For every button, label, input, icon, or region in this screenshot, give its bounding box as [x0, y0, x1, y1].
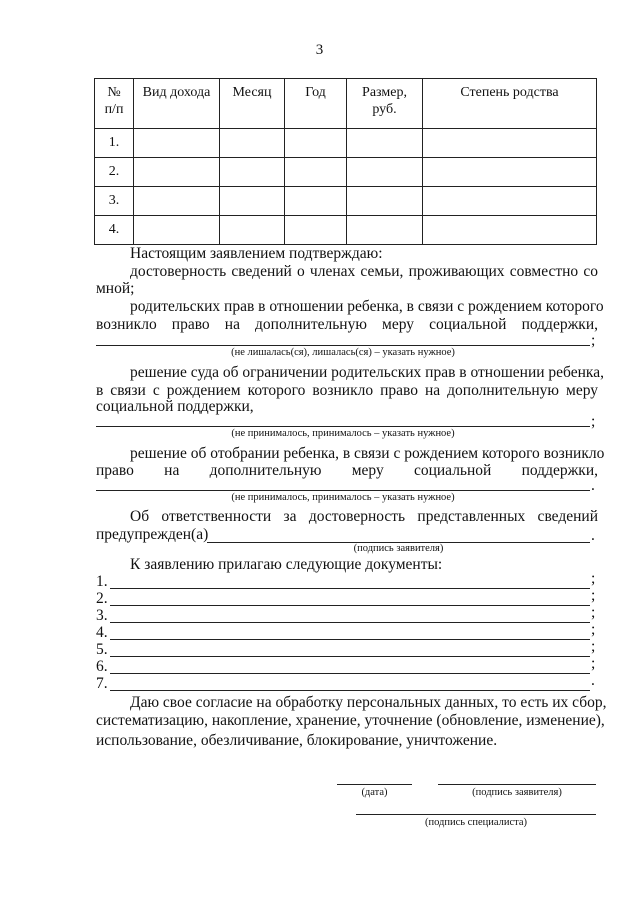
court-caption: (не принималось, принималось – указать нужное): [231, 428, 455, 439]
doc-number: 4.: [96, 624, 108, 641]
rights-caption: (не лишалась(ся), лишалась(ся) – указать нужное): [231, 347, 455, 358]
header-month: Месяц: [220, 79, 285, 129]
doc-period: .: [591, 672, 595, 689]
court-line-1: решение суда об ограничении родительских прав в отношении ребенка,: [130, 364, 604, 381]
rights-line-1: родительских прав в отношении ребенка, в связи с рождением которого: [130, 298, 604, 315]
rights-semicolon: ;: [591, 332, 596, 349]
date-line[interactable]: [337, 784, 412, 785]
month-cell[interactable]: [220, 216, 285, 245]
specialist-signature-line[interactable]: [356, 814, 596, 815]
removal-period: .: [591, 477, 595, 494]
responsibility-line-1: Об ответственности за достоверность представленных сведений: [130, 508, 598, 525]
doc-semicolon: ;: [591, 655, 596, 672]
row-number: 2.: [95, 158, 134, 187]
doc-fill-line[interactable]: [110, 622, 590, 623]
table-row: [95, 158, 597, 187]
doc-number: 7.: [96, 675, 108, 692]
income-type-cell[interactable]: [134, 129, 220, 158]
responsibility-period: .: [591, 527, 595, 544]
income-type-cell[interactable]: [134, 187, 220, 216]
table-row: [95, 216, 597, 245]
income-type-cell[interactable]: [134, 158, 220, 187]
year-cell[interactable]: [285, 158, 347, 187]
month-cell[interactable]: [220, 129, 285, 158]
header-row-number: № п/п: [95, 79, 134, 129]
month-cell[interactable]: [220, 158, 285, 187]
removal-fill-line[interactable]: [96, 490, 590, 491]
relationship-cell[interactable]: [423, 129, 597, 158]
doc-fill-line[interactable]: [110, 656, 590, 657]
doc-number: 3.: [96, 607, 108, 624]
reliability-line-2: мной;: [96, 280, 135, 297]
header-relationship: Степень родства: [423, 79, 597, 129]
consent-line-2: систематизацию, накопление, хранение, уточнение (обновление, изменение),: [96, 712, 605, 729]
responsibility-line-2: предупрежден(а): [96, 526, 209, 543]
consent-line-1: Даю свое согласие на обработку персональных данных, то есть их сбор,: [130, 694, 607, 711]
docs-intro: К заявлению прилагаю следующие документы:: [130, 556, 443, 573]
court-semicolon: ;: [591, 413, 596, 430]
doc-number: 2.: [96, 590, 108, 607]
amount-cell[interactable]: [347, 216, 423, 245]
table-row: [95, 187, 597, 216]
rights-fill-line[interactable]: [96, 345, 590, 346]
year-cell[interactable]: [285, 129, 347, 158]
relationship-cell[interactable]: [423, 216, 597, 245]
doc-number: 5.: [96, 641, 108, 658]
court-line-2: в связи с рождением которого возникло право на дополнительную меру: [96, 382, 598, 399]
removal-line-2: право на дополнительную меру социальной поддержки,: [96, 462, 598, 479]
court-fill-line[interactable]: [96, 426, 590, 427]
header-year: Год: [285, 79, 347, 129]
income-table-header-row: [95, 79, 597, 129]
doc-semicolon: ;: [591, 604, 596, 621]
doc-semicolon: ;: [591, 587, 596, 604]
row-number: 3.: [95, 187, 134, 216]
confirm-intro: Настоящим заявлением подтверждаю:: [130, 245, 383, 262]
doc-fill-line[interactable]: [110, 588, 590, 589]
doc-semicolon: ;: [591, 621, 596, 638]
doc-fill-line[interactable]: [110, 605, 590, 606]
court-line-3: социальной поддержки,: [96, 398, 254, 415]
header-income-type: Вид дохода: [134, 79, 220, 129]
amount-cell[interactable]: [347, 187, 423, 216]
amount-cell[interactable]: [347, 158, 423, 187]
responsibility-caption: (подпись заявителя): [353, 543, 444, 554]
year-cell[interactable]: [285, 216, 347, 245]
applicant-signature-line[interactable]: [438, 784, 596, 785]
date-caption: (дата): [361, 787, 388, 798]
doc-number: 6.: [96, 658, 108, 675]
header-amount: Размер, руб.: [347, 79, 423, 129]
page-number: 3: [315, 42, 324, 58]
removal-caption: (не принималось, принималось – указать нужное): [231, 492, 455, 503]
doc-fill-line[interactable]: [110, 639, 590, 640]
doc-fill-line[interactable]: [110, 673, 590, 674]
month-cell[interactable]: [220, 187, 285, 216]
removal-line-1: решение об отобрании ребенка, в связи с рождением которого возникло: [130, 445, 605, 462]
doc-semicolon: ;: [591, 570, 596, 587]
doc-number: 1.: [96, 573, 108, 590]
relationship-cell[interactable]: [423, 158, 597, 187]
row-number: 1.: [95, 129, 134, 158]
doc-fill-line[interactable]: [110, 690, 590, 691]
table-row: [95, 129, 597, 158]
specialist-signature-caption: (подпись специалиста): [424, 817, 528, 828]
doc-semicolon: ;: [591, 638, 596, 655]
row-number: 4.: [95, 216, 134, 245]
reliability-line-1: достоверность сведений о членах семьи, проживающих совместно со: [130, 263, 598, 280]
rights-line-2: возникло право на дополнительную меру социальной поддержки,: [96, 316, 598, 333]
income-table: [94, 78, 597, 245]
applicant-signature-caption: (подпись заявителя): [472, 787, 562, 798]
year-cell[interactable]: [285, 187, 347, 216]
income-type-cell[interactable]: [134, 216, 220, 245]
consent-line-3: использование, обезличивание, блокирование, уничтожение.: [96, 732, 498, 749]
amount-cell[interactable]: [347, 129, 423, 158]
relationship-cell[interactable]: [423, 187, 597, 216]
